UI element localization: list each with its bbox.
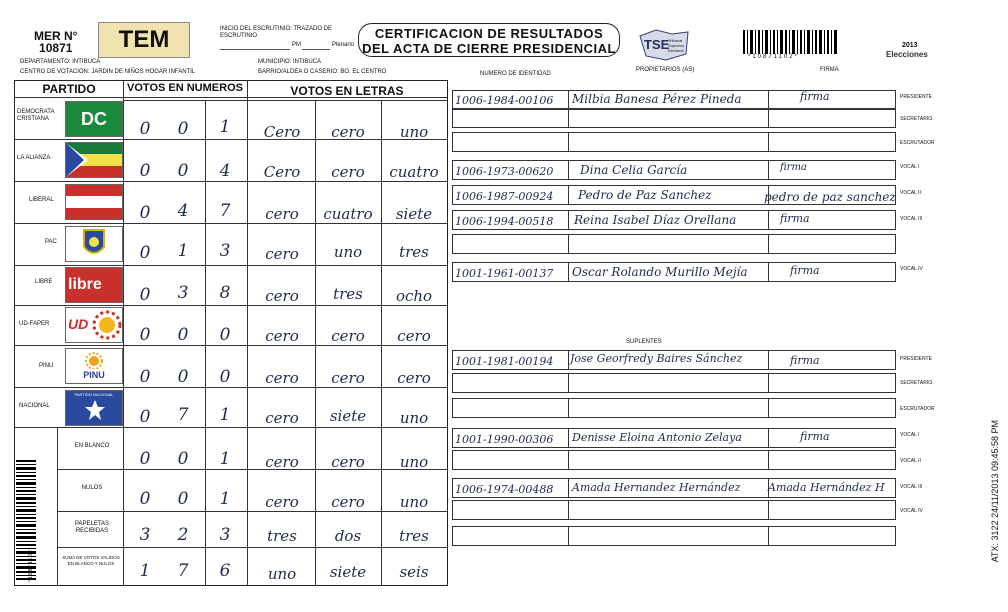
row-label: SUMA DE VOTOS VALIDOS EN BLANCO Y NULOS (62, 555, 120, 566)
table-rule (15, 181, 447, 182)
flag-liberal-icon (66, 185, 122, 219)
vote-digit: 0 (139, 407, 151, 427)
vote-digit: 7 (177, 561, 189, 581)
propietario-row (452, 234, 896, 254)
vote-digit: 1 (219, 449, 231, 469)
vote-word: tres (333, 285, 363, 303)
flag-pinu: PINU (65, 348, 123, 384)
barrio: BARRIO/ALDEA O CASERIO: BO. EL CENTRO (258, 69, 387, 75)
mer-number: MER N° 10871 (34, 29, 78, 55)
vote-digit: 0 (139, 367, 151, 387)
vote-digit: 0 (177, 449, 189, 469)
signature: firma (800, 430, 830, 443)
vote-word: cero (265, 493, 299, 511)
vote-digit: 1 (219, 117, 231, 137)
row-label: NULOS (81, 485, 103, 491)
member-name: Milbia Banesa Pérez Pineda (572, 92, 742, 106)
flag-pac (65, 226, 123, 262)
inicio-escrutinio: INICIO DEL ESCRUTINIO: TRAZADO DE ESCRUTINIO (220, 26, 333, 39)
role-label: VOCAL I (900, 432, 920, 438)
vote-word: cero (265, 245, 299, 263)
vote-digit: 7 (219, 201, 231, 221)
identity-number: 1001-1961-00137 (455, 267, 554, 280)
vote-word: Cero (263, 123, 301, 141)
flag-liberal (65, 184, 123, 220)
vote-word: cero (331, 453, 365, 471)
row-label: PAPELETAS RECIBIDAS (74, 521, 110, 534)
vote-digit: 0 (139, 243, 151, 263)
vote-word: cero (265, 287, 299, 305)
party-name: NACIONAL (19, 403, 50, 409)
table-rule (247, 81, 248, 585)
role-label: SECRETARIO (900, 116, 933, 122)
party-name: UD-FAPER (19, 321, 50, 327)
vote-word: cero (265, 205, 299, 223)
flag-ud: UD (65, 307, 123, 343)
vote-digit: 1 (177, 241, 189, 261)
role-label: VOCAL I (900, 164, 920, 170)
pm-label: PM (292, 42, 301, 48)
member-name: Denisse Eloina Antonio Zelaya (572, 431, 742, 444)
vote-digit: 1 (219, 489, 231, 509)
role-label: VOCAL IV (900, 508, 923, 514)
col-header-numeros: VOTOS EN NUMEROS (127, 82, 243, 94)
vote-word: cero (397, 327, 431, 345)
role-label: PRESIDENTE (900, 94, 932, 100)
top-barcode: *10871102* (742, 30, 840, 60)
role-label: SECRETARIO (900, 380, 933, 386)
vote-word: cuatro (323, 205, 373, 223)
flag-dc: DC (65, 101, 123, 137)
identity-number: 1001-1990-00306 (455, 433, 554, 446)
vote-word: siete (395, 205, 433, 223)
propietarios-label: PROPIETARIOS (AS) (636, 67, 695, 73)
vote-word: cero (265, 369, 299, 387)
vote-word: seis (399, 563, 429, 581)
municipio: MUNICIPIO: INTIBUCA (258, 59, 322, 65)
vote-digit: 0 (139, 489, 151, 509)
party-name: LIBERAL (29, 197, 54, 203)
suplente-row (452, 450, 896, 470)
vote-digit: 4 (177, 201, 189, 221)
pinu-sun-icon (84, 351, 104, 369)
suplente-row (452, 373, 896, 393)
vote-word: uno (399, 409, 429, 427)
role-label: VOCAL II (900, 458, 921, 464)
table-rule (57, 547, 447, 548)
vote-digit: 0 (139, 325, 151, 345)
signature: Amada Hernández H (768, 481, 885, 494)
role-label: VOCAL II (900, 190, 921, 196)
vote-word: cero (265, 453, 299, 471)
role-label: VOCAL III (900, 216, 923, 222)
vote-digit: 1 (219, 405, 231, 425)
suplente-row (452, 398, 896, 418)
departamento: DEPARTAMENTO: INTIBUCA (20, 59, 101, 65)
vote-digit: 0 (177, 161, 189, 181)
table-rule (15, 387, 447, 388)
vote-word: uno (399, 453, 429, 471)
identity-number: 1001-1981-00194 (455, 355, 554, 368)
pac-shield-icon (66, 227, 122, 261)
table-rule (15, 97, 447, 98)
vote-digit: 3 (219, 241, 231, 261)
page-title: CERTIFICACION DE RESULTADOS DEL ACTA DE CIERRE PRESIDENCIAL (358, 23, 620, 57)
role-label: VOCAL III (900, 484, 923, 490)
flag-alianza (65, 142, 123, 178)
pm-line (302, 43, 330, 50)
vote-word: siete (329, 563, 367, 581)
vote-word: cero (331, 327, 365, 345)
signature: pedro de paz sanchez (764, 190, 896, 204)
vote-word: siete (329, 407, 367, 425)
vote-word: tres (267, 527, 297, 545)
vote-word: dos (334, 527, 362, 545)
party-name: PAC (45, 239, 57, 245)
star-icon (84, 399, 106, 421)
vote-digit: 0 (177, 367, 189, 387)
table-rule (57, 427, 58, 585)
vote-word: tres (399, 527, 429, 545)
table-rule (57, 511, 447, 512)
party-name: PINU (39, 363, 54, 369)
vote-digit: 0 (139, 203, 151, 223)
vote-word: cero (265, 327, 299, 345)
tem-label: TEM (98, 22, 190, 58)
vote-word: cero (397, 369, 431, 387)
signature: firma (780, 162, 807, 173)
vote-digit: 2 (177, 525, 189, 545)
vote-word: uno (399, 123, 429, 141)
vote-word: uno (399, 493, 429, 511)
member-name: Amada Hernandez Hernández (572, 481, 741, 494)
vote-digit: 3 (219, 525, 231, 545)
signature: firma (800, 90, 830, 103)
identity-number: 1006-1987-00924 (455, 190, 554, 203)
role-label: VOCAL IV (900, 266, 923, 272)
member-name: Pedro de Paz Sanchez (578, 188, 712, 202)
identity-number: 1006-1994-00518 (455, 215, 554, 228)
vote-digit: 4 (219, 161, 231, 181)
left-barcode: *10871102* (16, 458, 42, 582)
results-table (14, 80, 448, 586)
vote-word: uno (333, 243, 363, 261)
role-label: ESCRUTADOR (900, 406, 935, 412)
vote-word: ocho (395, 287, 433, 305)
identity-number: 1006-1974-00488 (455, 483, 554, 496)
member-name: Jose Georfredy Baires Sánchez (570, 352, 743, 365)
vote-word: cuatro (389, 163, 439, 181)
row-label: EN BLANCO (74, 443, 110, 449)
role-label: ESCRUTADOR (900, 140, 935, 146)
vote-word: cero (331, 369, 365, 387)
table-rule (15, 427, 447, 428)
vote-digit: 0 (177, 325, 189, 345)
signature: firma (790, 354, 820, 367)
flag-libre: libre (65, 267, 123, 303)
propietario-row (452, 108, 896, 128)
vote-digit: 0 (139, 161, 151, 181)
signature: firma (790, 264, 820, 277)
ud-sun-icon (92, 310, 122, 340)
vote-word: cero (265, 409, 299, 427)
plenario-label: Plenario (332, 42, 355, 48)
vote-word: uno (267, 565, 297, 583)
table-rule (15, 305, 447, 306)
vote-digit: 7 (177, 405, 189, 425)
inicio-line (220, 43, 290, 50)
table-rule (15, 345, 447, 346)
vote-digit: 0 (139, 119, 151, 139)
col-header-letras: VOTOS EN LETRAS (290, 84, 404, 98)
suplente-row (452, 500, 896, 520)
vote-word: tres (399, 243, 429, 261)
vote-digit: 3 (177, 283, 189, 303)
propietario-row (452, 132, 896, 152)
col-header-partido: PARTIDO (42, 82, 96, 96)
vote-digit: 0 (177, 489, 189, 509)
vote-word: Cero (263, 163, 301, 181)
member-name: Dina Celia García (580, 163, 688, 177)
member-name: Oscar Rolando Murillo Mejía (572, 265, 748, 279)
vote-word: cero (331, 163, 365, 181)
table-rule (15, 223, 447, 224)
vote-digit: 6 (219, 561, 231, 581)
vote-digit: 0 (139, 285, 151, 305)
suplente-row (452, 526, 896, 546)
flag-nacional: PARTIDO NACIONAL (65, 390, 123, 426)
flag-alianza-icon (66, 143, 122, 177)
identity-number: 1006-1973-00620 (455, 165, 554, 178)
table-rule (123, 81, 124, 585)
vote-word: cero (331, 123, 365, 141)
firma-label: FIRMA (820, 67, 839, 73)
elecciones-logo: 2013 Elecciones (886, 42, 928, 59)
vote-digit: 0 (177, 119, 189, 139)
signature: firma (780, 212, 810, 225)
party-name: LIBRE (35, 279, 53, 285)
member-name: Reina Isabel Díaz Orellana (574, 213, 737, 227)
identity-number: 1006-1984-00106 (455, 94, 554, 107)
numero-identidad-label: NUMERO DE IDENTIDAD (480, 71, 551, 77)
party-name: LA ALIANZA (17, 155, 51, 161)
suplentes-label: SUPLENTES (626, 339, 662, 345)
table-rule (123, 100, 447, 101)
vote-digit: 1 (139, 561, 151, 581)
vote-digit: 0 (219, 325, 231, 345)
role-label: PRESIDENTE (900, 356, 932, 362)
tse-logo: TSE Tribunal Supremo Electoral (636, 28, 692, 62)
vote-digit: 8 (219, 283, 231, 303)
vote-word: cero (331, 493, 365, 511)
vote-digit: 0 (219, 367, 231, 387)
vote-digit: 0 (139, 449, 151, 469)
centro-votacion: CENTRO DE VOTACION: JARDIN DE NIÑOS HOGAR INFANTIL (20, 69, 196, 75)
table-rule (15, 265, 447, 266)
timestamp-stamp: ATX: 3122 24/11/2013 09:45:58 PM (990, 420, 1000, 563)
vote-digit: 3 (139, 525, 151, 545)
party-name: DEMOCRATA CRISTIANA (17, 109, 55, 122)
